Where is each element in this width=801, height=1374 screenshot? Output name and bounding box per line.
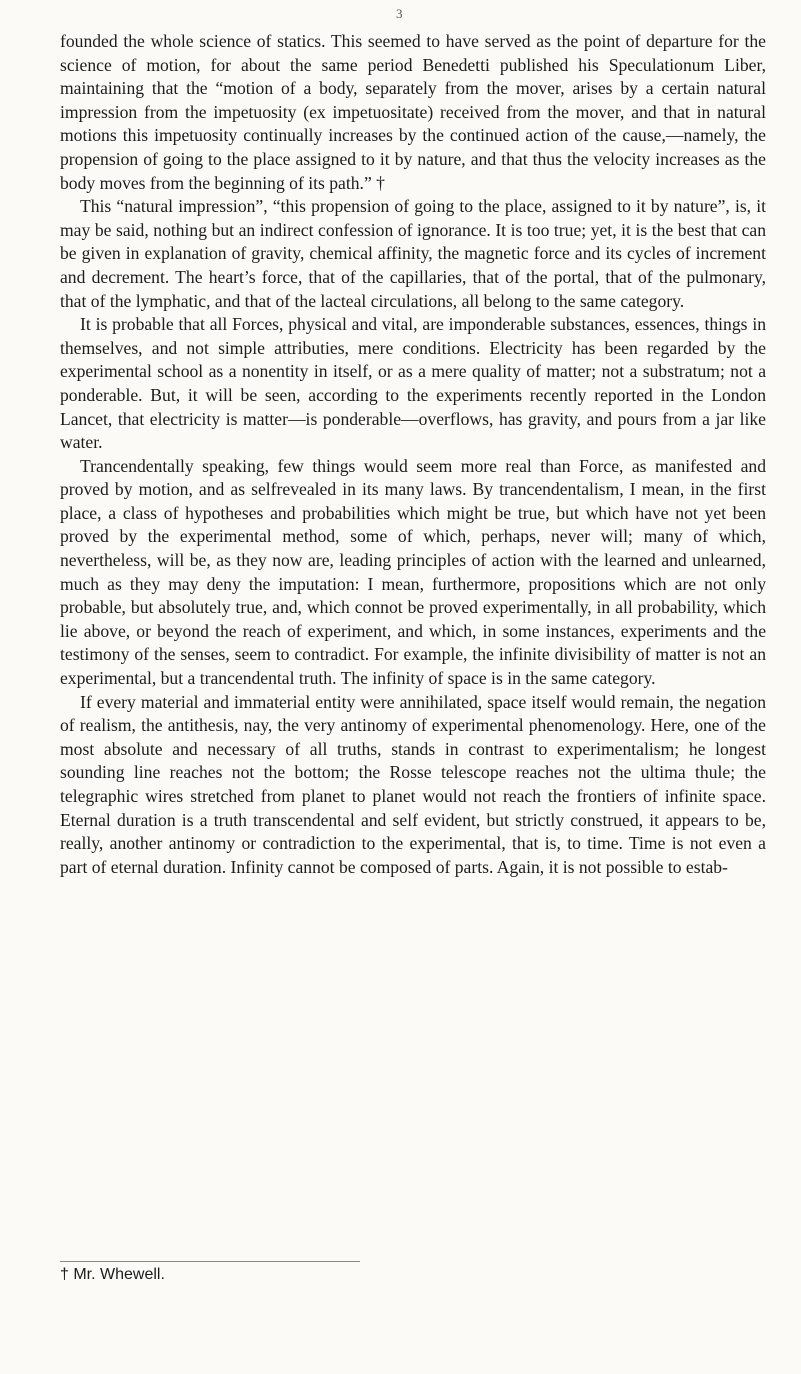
paragraph-2: This “natural impression”, “this propension of going to the place, assigned to it by nature”, is, it may be said, nothing but an indirect confession of ignorance. It is too true; yet, it is the best that can be given in explanation of gravity, chemical affinity, the magnetic force and its cycles of increment and decrement. The heart’s force, that of the capillaries, that of the portal, that of the pulmonary, that of the lymphatic, and that of the lacteal circulations, all belong to the same category.: [60, 196, 766, 311]
footnote: † Mr. Whewell.: [60, 1266, 165, 1283]
paragraph-5: If every material and immaterial entity were annihilated, space itself would remain, the negation of realism, the antithesis, nay, the very antinomy of experimental phenomenology. Here, one of the most absolute and necessary of all truths, stands in contrast to experimentalism; he longest sounding line reaches not the bottom; the Rosse telescope reaches not the ultima thule; the telegraphic wires stretched from planet to planet would not reach the frontiers of infinite space. Eternal duration is a truth transcendental and self evident, but strictly construed, it appears to be, really, another antinomy or contradiction to the experimental, that is, to time. Time is not even a part of eternal duration. Infinity cannot be composed of parts. Again, it is not possible to estab-: [60, 691, 766, 877]
page-number: 3: [396, 6, 403, 21]
footnote-divider: [60, 1261, 360, 1262]
paragraph-3: It is probable that all Forces, physical and vital, are imponderable substances, essences, things in themselves, and not simple attributies, mere conditions. Electricity has been regarded by the experimental school as a nonentity in itself, or as a mere quality of matter; not a substratum; not a ponderable. But, it will be seen, according to the experiments recently reported in the London Lancet, that electricity is matter—is ponderable—overflows, has gravity, and pours from a jar like water.: [60, 314, 766, 453]
paragraph-1: founded the whole science of statics. This seemed to have served as the point of departure for the science of motion, for about the same period Benedetti published his Speculationum Liber, maintaining that the “motion of a body, separately from the mover, arises by a certain natural impression from the impetuosity (ex impetuositate) received from the mover, and that in natural motions this impetuosity continually increases by the continued action of the cause,—namely, the propension of going to the place assigned to it by nature, and that thus the velocity increases as the body moves from the beginning of its path.” †: [60, 31, 766, 193]
paragraph-4: Trancendentally speaking, few things would seem more real than Force, as manifested and proved by motion, and as selfrevealed in its many laws. By trancendentalism, I mean, in the first place, a class of hypotheses and probabilities which might be true, but which have not yet been proved by the experimental method, some of which, perhaps, never will; many of which, nevertheless, will be, as they now are, leading principles of action with the learned and unlearned, much as they may deny the imputation: I mean, furthermore, propositions which are not only probable, but absolutely true, and, which connot be proved experimentally, in all probability, which lie above, or beyond the reach of experiment, and which, in some instances, experiments and the testimony of the senses, seem to contradict. For example, the infinite divisibility of matter is not an experimental, but a trancendental truth. The infinity of space is in the same category.: [60, 455, 766, 689]
body-text: [60, 30, 766, 879]
